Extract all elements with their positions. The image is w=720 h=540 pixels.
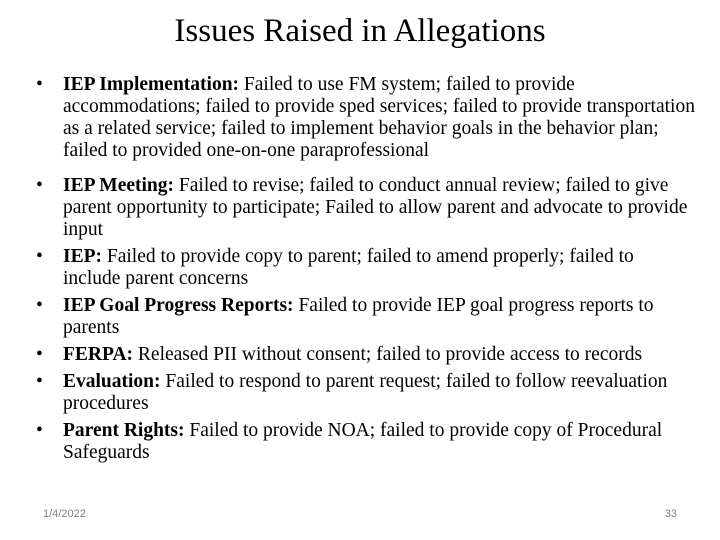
bullet-item-iep (36, 246, 696, 290)
bullet-heading: IEP Implementation: (63, 74, 240, 95)
bullet-icon: • (36, 420, 43, 441)
bullet-text: Released PII without consent; failed to provide access to records (133, 344, 643, 365)
bullet-text: Failed to provide IEP goal progress reports to parents (63, 295, 654, 338)
bullet-heading: IEP: (63, 246, 102, 267)
bullet-item-iep-meeting (36, 175, 696, 241)
bullet-text: Failed to revise; failed to conduct annual review; failed to give parent opportunity to participate; Failed to allow parent and advocate to provide input (63, 175, 688, 240)
bullet-text: Failed to use FM system; failed to provide accommodations; failed to provide sped services; failed to provide transportation as a related service; failed to implement behavior goals in the behavior plan; failed to provided one-on-one paraprofessional (63, 74, 695, 161)
bullet-item-evaluation (36, 371, 696, 415)
bullet-icon: • (36, 246, 43, 267)
bullet-item-parent-rights (36, 420, 696, 464)
bullet-icon: • (36, 175, 43, 196)
bullet-heading: Parent Rights: (63, 420, 185, 441)
page-number: 33 (664, 508, 677, 520)
bullet-icon: • (36, 344, 43, 365)
footer-date: 1/4/2022 (43, 508, 86, 520)
bullet-icon: • (36, 74, 43, 95)
slide-title: Issues Raised in Allegations (174, 13, 546, 49)
bullet-icon: • (36, 295, 43, 316)
bullet-text: Failed to provide NOA; failed to provide copy of Procedural Safeguards (63, 420, 663, 463)
bullet-item-iep-implementation (36, 74, 696, 162)
bullet-text: Failed to provide copy to parent; failed to amend properly; failed to include parent concerns (63, 246, 634, 289)
bullet-item-ferpa (36, 344, 696, 366)
bullet-icon: • (36, 371, 43, 392)
bullet-list (36, 74, 696, 469)
bullet-text: Failed to respond to parent request; failed to follow reevaluation procedures (63, 371, 668, 414)
bullet-heading: FERPA: (63, 344, 134, 365)
bullet-heading: IEP Goal Progress Reports: (63, 295, 294, 316)
bullet-heading: Evaluation: (63, 371, 161, 392)
bullet-heading: IEP Meeting: (63, 175, 175, 196)
bullet-item-iep-goal-progress-reports (36, 295, 696, 339)
